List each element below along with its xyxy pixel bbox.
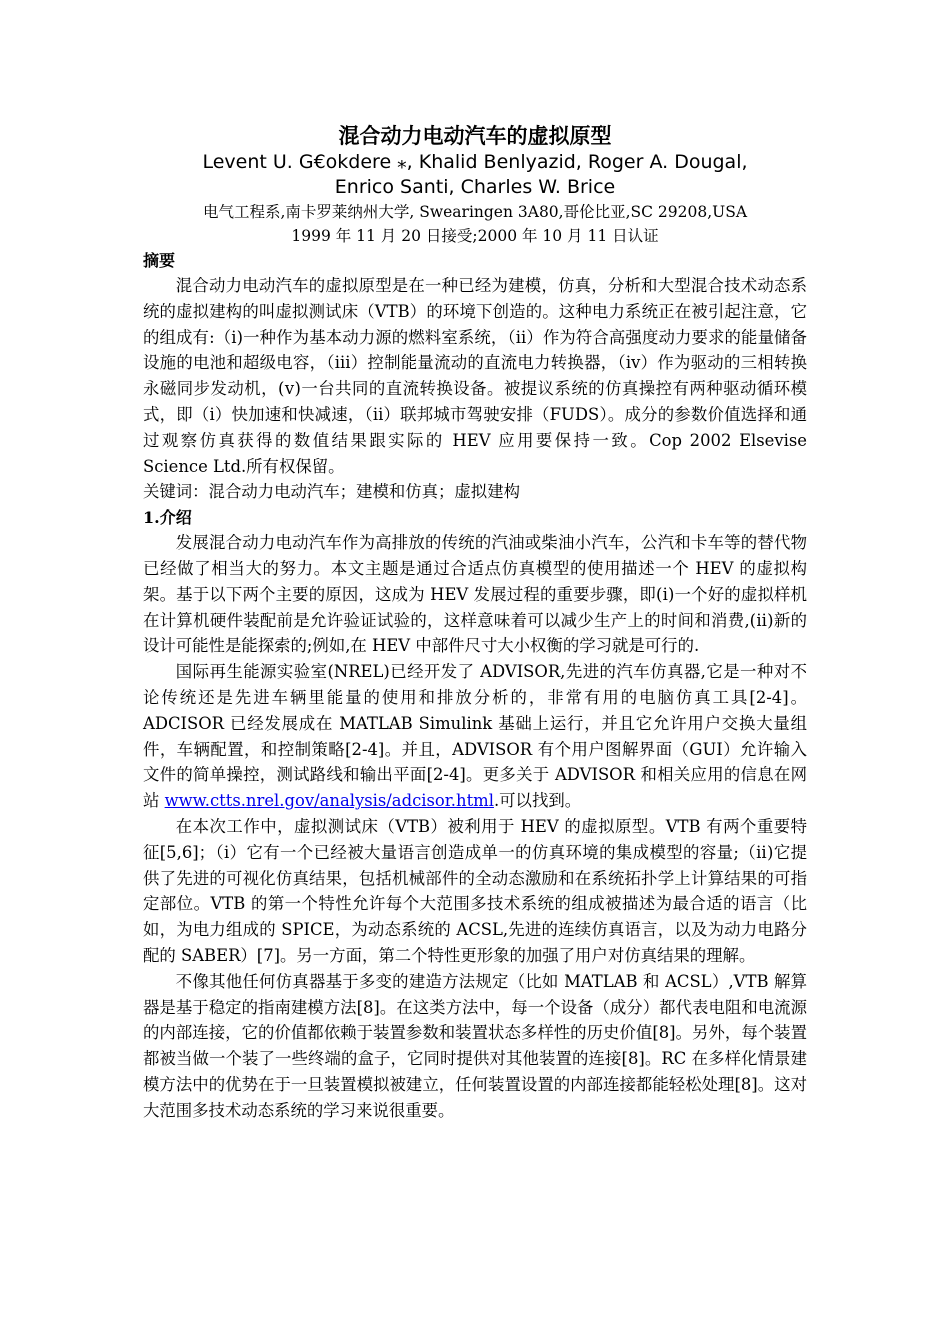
- paper-title: 混合动力电动汽车的虚拟原型: [338, 123, 612, 148]
- abstract-text: 混合动力电动汽车的虚拟原型是在一种已经为建模，仿真，分析和大型混合技术动态系统的虚拟建构的叫虚拟测试床（VTB）的环境下创造的。这种电力系统正在被引起注意，它的组成有:（ⅰ)一种作为基本动力源的燃料室系统，（ⅱ）作为符合高强度动力要求的能量储备设施的电池和超级电容，（ⅲ）控制能量流动的直流电力转换器，（ⅳ）作为驱动的三相转换永磁同步发动机，(ⅴ)一台共同的直流转换设备。被提议系统的仿真操控有两种驱动循环模式，即（ⅰ）快加速和快减速，（ⅱ）联邦城市驾驶安排（FUDS）。成分的参数价值选择和通过观察仿真获得的数值结果跟实际的 HEV 应用要保持一致。Cop 2002 Elsevise Science Ltd.所有权保留。: [143, 276, 807, 476]
- advisor-website-link[interactable]: www.ctts.nrel.gov/analysis/adcisor.html: [164, 791, 494, 811]
- received-dates: 1999 年 11 月 20 日接受;2000 年 10 月 11 日认证: [291, 227, 659, 245]
- authors-line-1: Levent U. G€okdere ⁎, Khalid Benlyazid, Roger A. Dougal,: [202, 151, 748, 173]
- keywords: 关键词：混合动力电动汽车；建模和仿真；虚拟建构: [143, 482, 520, 502]
- intro-paragraph-3: 在本次工作中，虚拟测试床（VTB）被利用于 HEV 的虚拟原型。VTB 有两个重要特征[5,6]；（ⅰ）它有一个已经被大量语言创造成单一的仿真环境的集成模型的容量;（ⅱ)它提供了先进的可视化仿真结果，包括机械部件的全动态激励和在系统拓扑学上计算结果的可指定部位。VTB 的第一个特性允许每个大范围多技术系统的组成被描述为最合适的语言（比如，为电力组成的 SPICE，为动态系统的 ACSL,先进的连续仿真语言，以及为动力电路分配的 SABER）[7]。另一方面，第二个特性更形象的加强了用户对仿真结果的理解。: [143, 816, 807, 965]
- paper-page: [143, 122, 807, 1124]
- intro-paragraph-1: 发展混合动力电动汽车作为高排放的传统的汽油或柴油小汽车，公汽和卡车等的替代物已经做了相当大的努力。本文主题是通过合适点仿真模型的使用描述一个 HEV 的虚拟构架。基于以下两个主要的原因，这成为 HEV 发展过程的重要步骤，即(ⅰ)一个好的虚拟样机在计算机硬件装配前是允许验证试验的，这样意味着可以减少生产上的时间和消费,(ⅱ)新的设计可能性是能探索的;例如,在 HEV 中部件尺寸大小权衡的学习就是可行的.: [143, 533, 807, 656]
- intro-paragraph-2: [143, 659, 807, 814]
- authors-line-2: Enrico Santi, Charles W. Brice: [334, 176, 616, 198]
- section-1-heading: 1.介绍: [143, 508, 192, 528]
- affiliation: 电气工程系,南卡罗莱纳州大学, Swearingen 3A80,哥伦比亚,SC 29208,USA: [202, 203, 748, 221]
- abstract-heading: 摘要: [143, 251, 176, 270]
- intro-paragraph-2-tail: .可以找到。: [493, 791, 582, 811]
- intro-paragraph-4: 不像其他任何仿真器基于多变的建造方法规定（比如 MATLAB 和 ACSL）,VTB 解算器是基于稳定的指南建模方法[8]。在这类方法中，每一个设备（成分）都代表电阻和电流源的内部连接，它的价值都依赖于装置参数和装置状态多样性的历史价值[8]。另外，每个装置都被当做一个装了一些终端的盒子，它同时提供对其他装置的连接[8]。RC 在多样化情景建模方法中的优势在于一旦装置模拟被建立，任何装置设置的内部连接都能轻松处理[8]。这对大范围多技术动态系统的学习来说很重要。: [143, 971, 807, 1120]
- intro-paragraph-2-text: 国际再生能源实验室(NREL)已经开发了 ADVISOR,先进的汽车仿真器,它是一种对不论传统还是先进车辆里能量的使用和排放分析的，非常有用的电脑仿真工具[2-4]。ADCISOR 已经发展成在 MATLAB Simulink 基础上运行，并且它允许用户交换大量组件，车辆配置，和控制策略[2-4]。并且，ADVISOR 有个用户图解界面（GUI）允许输入文件的简单操控，测试路线和输出平面[2-4]。更多关于 ADVISOR 和相关应用的信息在网站: [143, 662, 807, 811]
